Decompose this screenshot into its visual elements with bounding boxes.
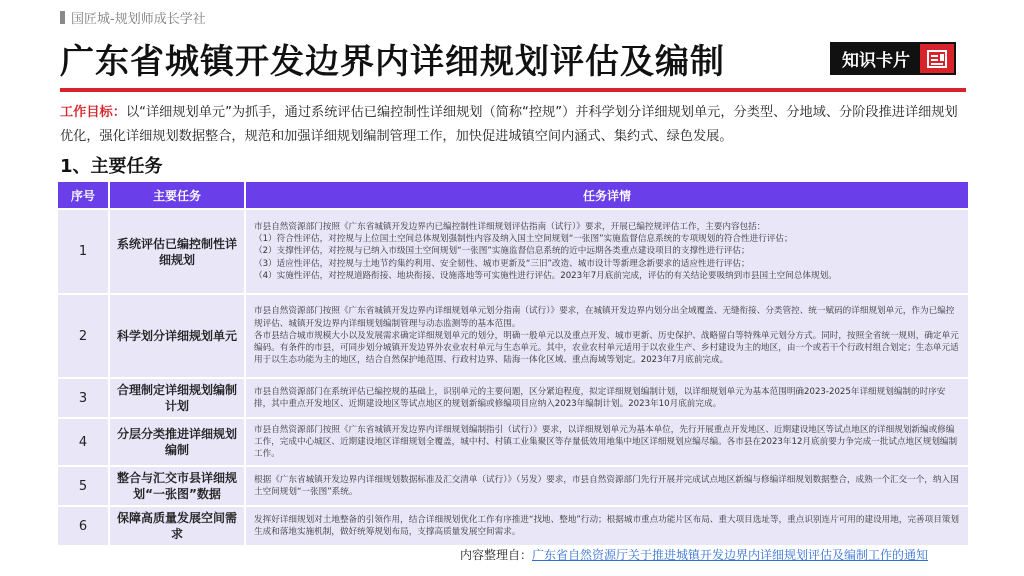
table-row (58, 379, 968, 417)
row-number: 1 (58, 210, 108, 293)
row-detail (246, 467, 968, 505)
badge-label: 知识卡片 (832, 44, 920, 73)
row-detail (246, 507, 968, 545)
brand-bar (60, 11, 65, 24)
document-card-icon (920, 44, 954, 73)
detail-line: （3）适应性评估，对控规与土地节约集约利用、安全韧性、城市更新及“三旧”改造、城市设计等新理念新要求的适应性进行评估； (254, 258, 750, 269)
detail-line: 市县自然资源部门按照《广东省城镇开发边界内详细规划编制指引（试行）》要求，以详细规划单元为基本单位，先行开展重点开发地区、近期建设地区等试点地区的详细规划新编或修编工作，完成中心城区、近期建设地区详细规划全覆盖，城中村、村镇工业集聚区等存量低效用地集中地区详细规划应编尽编。各市县在2023年12月底前要力争完成一批试点地区规划编制工作。 (254, 424, 958, 460)
row-number: 5 (58, 467, 108, 505)
detail-line: 市县自然资源部门按照《广东省城镇开发边界内已编控制性详细规划评估指南（试行）》要求，开展已编控规评估工作，主要内容包括： (254, 221, 766, 232)
row-number: 4 (58, 419, 108, 465)
row-task: 合理制定详细规划编制计划 (110, 379, 244, 417)
detail-line: （1）符合性评估，对控规与上位国土空间总体规划强制性内容及纳入国土空间规划“一张图”实施监督信息系统的专项规划的符合性进行评估； (254, 234, 793, 245)
row-detail (246, 379, 968, 417)
header-detail: 任务详情 (246, 182, 968, 208)
row-detail (246, 210, 968, 293)
title-underline (60, 88, 966, 92)
table-row (58, 507, 968, 545)
detail-line: （4）实施性评估，对控规道路衔接、地块衔接、设施落地等可实施性进行评估。2023年7月底前完成，评估的有关结论要吸纳到市县国土空间总体规划。 (254, 270, 837, 281)
page-title: 广东省城镇开发边界内详细规划评估及编制 (60, 42, 725, 82)
goal-text: 以“详细规划单元”为抓手，通过系统评估已编控制性详细规划（简称“控规”）并科学划分详细规划单元，分类型、分地域、分阶段推进详细规划优化，强化详细规划数据整合，规范和加强详细规划编制管理工作，加快促进城镇空间内涵式、集约式、绿色发展。 (60, 105, 958, 144)
row-task: 科学划分详细规划单元 (110, 295, 244, 377)
detail-line: 各市县结合城市规模大小以及发展需求确定详细规划单元的划分，明确一般单元以及重点开发、城市更新、历史保护、战略留白等特殊单元划分方式。同时，按照全省统一规则，确定单元编码。有条件的市县，可同步划分城镇开发边界外农业农村单元与生态单元。其中，农业农村单元适用于以农业生产、乡村建设为主的地区，由一个或若干个行政村组合划定；生态单元适用于以生态功能为主的地区，结合自然保护地范围、行政村边界、陆海一体化区域、重点海域等划定。2023年7月底前完成。 (254, 330, 959, 366)
row-task: 整合与汇交市县详细规划“一张图”数据 (110, 467, 244, 505)
source-link[interactable]: 广东省自然资源厅关于推进城镇开发边界内详细规划评估及编制工作的通知 (532, 548, 929, 562)
brand (60, 8, 206, 27)
detail-line: 根据《广东省城镇开发边界内详细规划数据标准及汇交清单（试行）》（另发）要求，市县自然资源部门先行开展并完成试点地区新编与修编详细规划数据整合，成熟一个汇交一个，纳入国土空间规划“一张图”系统。 (254, 474, 959, 497)
table-row (58, 295, 968, 377)
section-title: 1、主要任务 (60, 156, 163, 177)
row-detail (246, 419, 968, 465)
detail-line: 发挥好详细规划对土地整备的引领作用，结合详细规划优化工作有序推进“找地、整地”行动；根据城市重点功能片区布局、重大项目选址等，重点识别连片可用的建设用地，完善项目策划生成和落地实施机制，做好统筹规划布局，支撑高质量发展空间需求。 (254, 514, 960, 537)
row-task: 系统评估已编控制性详细规划 (110, 210, 244, 293)
source-label: 内容整理自： (460, 548, 533, 562)
row-task: 保障高质量发展空间需求 (110, 507, 244, 545)
table-header-row (58, 182, 968, 208)
row-number: 6 (58, 507, 108, 545)
goal-label: 工作目标： (60, 105, 126, 120)
knowledge-card-badge (830, 42, 956, 75)
table-row (58, 467, 968, 505)
row-number: 3 (58, 379, 108, 417)
source-note (460, 546, 928, 563)
goal-paragraph (60, 101, 970, 149)
header-num: 序号 (58, 182, 108, 208)
header-task: 主要任务 (110, 182, 244, 208)
table-row (58, 419, 968, 465)
table-row (58, 210, 968, 293)
row-detail (246, 295, 968, 377)
detail-line: （2）支撑性评估，对控规与已纳入市级国土空间规划“一张图”实施监督信息系统的近中远期各类重点建设项目的支撑性进行评估； (254, 246, 750, 257)
detail-line: 市县自然资源部门在系统评估已编控规的基础上，识别单元的主要问题，区分紧迫程度，拟定详细规划编制计划，以详细规划单元为基本范围明确2023-2025年详细规划编制的时序安排，其中重点开发地区、近期建设地区等试点地区的规划新编或修编项目应纳入2023年编制计划。2023年10月底前完成。 (254, 386, 946, 409)
brand-name: 国匠城-规划师成长学社 (71, 12, 206, 27)
row-task: 分层分类推进详细规划编制 (110, 419, 244, 465)
detail-line: 市县自然资源部门按照《广东省城镇开发边界内详细规划单元划分指南（试行）》要求，在城镇开发边界内划分出全域覆盖、无缝衔接、分类管控、统一赋码的详细规划单元，作为已编控规评估、城镇开发边界内详细规划编制管理与动态监测等的基本范围。 (254, 306, 955, 329)
task-table (56, 180, 970, 547)
row-number: 2 (58, 295, 108, 377)
